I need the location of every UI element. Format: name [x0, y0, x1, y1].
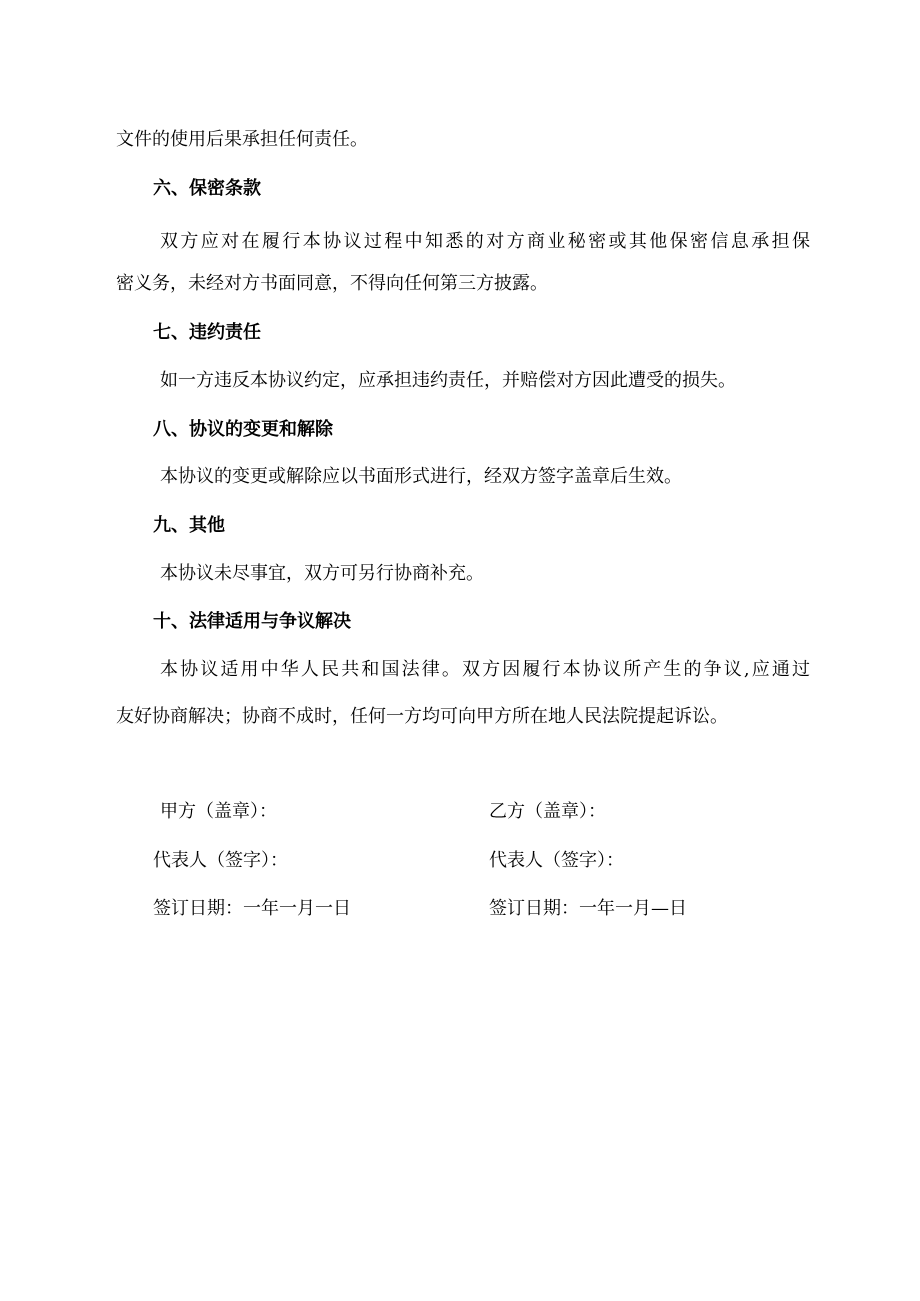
party-b-date-label: 签订日期：一年一月—日: [489, 898, 687, 919]
paragraph-line: 如一方违反本协议约定，应承担违约责任，并赔偿对方因此遭受的损失。: [160, 370, 736, 391]
party-b-seal-label: 乙方（盖章）：: [489, 801, 606, 822]
section-heading-liability: 七、违约责任: [153, 322, 261, 343]
paragraph-line: 本协议未尽事宜，双方可另行协商补充。: [160, 563, 484, 584]
paragraph-line: 友好协商解决；协商不成时，任何一方均可向甲方所在地人民法院提起诉讼。: [116, 706, 728, 727]
party-a-representative-label: 代表人（签字）：: [153, 850, 288, 871]
paragraph-line: 本协议的变更或解除应以书面形式进行，经双方签字盖章后生效。: [160, 466, 682, 487]
continuation-text: 文件的使用后果承担任何责任。: [116, 129, 368, 150]
section-heading-amendment: 八、协议的变更和解除: [153, 419, 333, 440]
section-heading-other: 九、其他: [153, 515, 225, 536]
section-heading-confidentiality: 六、保密条款: [153, 178, 261, 199]
party-a-seal-label: 甲方（盖章）：: [160, 801, 277, 822]
party-a-date-label: 签订日期：一年一月一日: [153, 898, 351, 919]
party-b-representative-label: 代表人（签字）：: [489, 850, 624, 871]
paragraph-line: 密义务，未经对方书面同意，不得向任何第三方披露。: [116, 273, 548, 294]
section-heading-governing-law: 十、法律适用与争议解决: [153, 611, 351, 632]
paragraph-line: 双方应对在履行本协议过程中知悉的对方商业秘密或其他保密信息承担保: [160, 231, 810, 252]
paragraph-line: 本协议适用中华人民共和国法律。双方因履行本协议所产生的争议,应通过: [160, 659, 810, 680]
